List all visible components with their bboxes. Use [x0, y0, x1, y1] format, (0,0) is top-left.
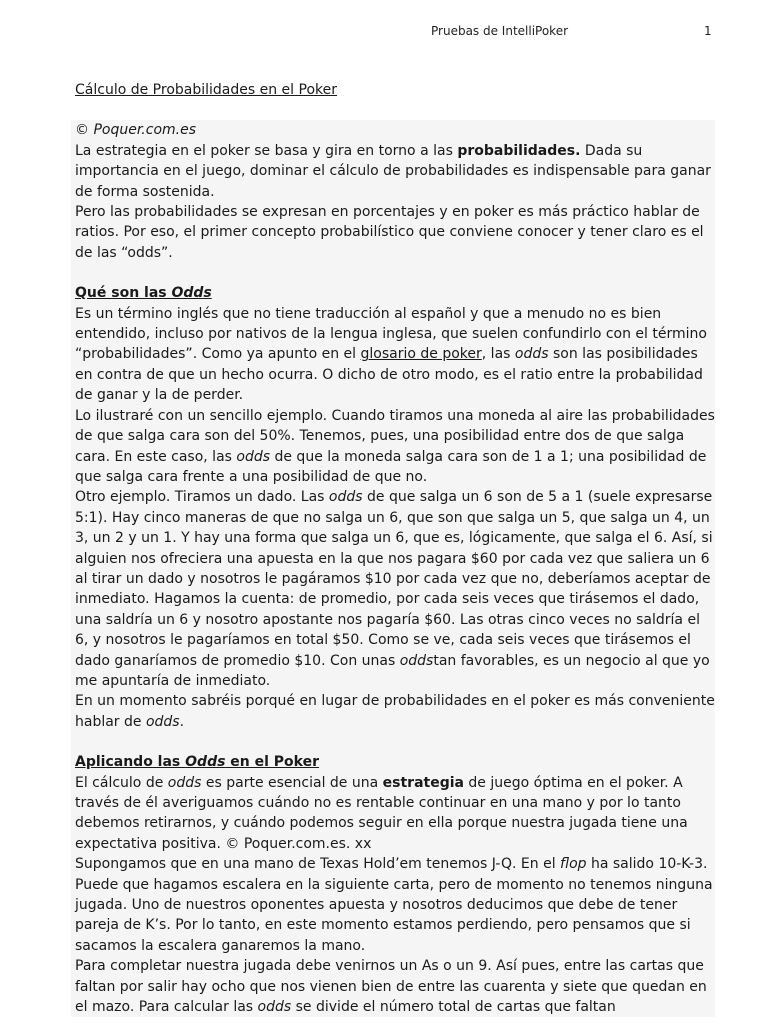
section1-paragraph-3 — [75, 487, 715, 691]
text-span: ha salido 10-K-3. Puede que hagamos escalera en la siguiente carta, pero de momento no tenemos ninguna jugada. Uno de nuestros oponentes apuesta y nosotros deducimos que debe de tener pareja de K’s. Por lo tanto, en este momento estamos perdiendo, pero pensamos que si sacamos la escalera ganaremos la mano. — [75, 856, 713, 954]
intro-paragraph-1 — [75, 141, 715, 202]
heading-text: Qué son las — [75, 285, 172, 302]
page-number: 1 — [704, 24, 712, 38]
header-title: Pruebas de IntelliPoker — [431, 24, 569, 38]
text-span: Dada su importancia en el juego, dominar el cálculo de probabilidades es indispensable para ganar de forma sostenida. — [75, 142, 711, 200]
text-span: Supongamos que en una mano de Texas Hold’em tenemos J-Q. En el — [75, 856, 561, 873]
heading-em: Odds — [185, 754, 226, 771]
copyright-text: © Poquer.com.es — [75, 122, 197, 139]
copyright-line — [75, 120, 715, 140]
text-span: se divide el número total de cartas que faltan — [291, 999, 616, 1016]
em-term: odds — [236, 448, 271, 465]
text-span: , las — [481, 346, 515, 363]
text-span: tan favorables, es un negocio al que yo me apuntaría de inmediato. — [75, 652, 710, 689]
section1-paragraph-4 — [75, 691, 715, 732]
section2-paragraph-1 — [75, 773, 715, 855]
text-span: Es un término inglés que no tiene traducción al español y que a menudo no es bien entendido, incluso por nativos de la lengua inglesa, que suelen confundirlo con el término “probabilidades”. Como ya apunto en el — [75, 305, 707, 363]
section1-paragraph-1 — [75, 304, 715, 406]
section-heading-applying — [75, 752, 715, 772]
text-span: Para completar nuestra jugada debe venirnos un As o un 9. Así pues, entre las cartas que faltan por salir hay ocho que nos vienen bien de entre las cuarenta y siete que quedan en el mazo. Para calcular las — [75, 958, 707, 1016]
heading-text: Aplicando las — [75, 754, 186, 771]
em-term: odds — [399, 652, 434, 669]
text-span: Otro ejemplo. Tiramos un dado. Las — [75, 489, 329, 506]
heading-text: en el Poker — [225, 754, 320, 771]
text-span: de que la moneda salga cara son de 1 a 1; una posibilidad de que salga cara frente a una posibilidad de que no. — [75, 448, 707, 485]
em-term: odds — [167, 774, 202, 791]
em-term: odds — [328, 489, 363, 506]
section1-paragraph-2 — [75, 406, 715, 488]
intro-paragraph-2: Pero las probabilidades se expresan en porcentajes y en poker es más práctico hablar de ratios. Por eso, el primer concepto probabilístico que conviene conocer y tener claro es el de las “odds”. — [75, 204, 704, 261]
text-span: El cálculo de — [75, 774, 168, 791]
section2-paragraph-3 — [75, 956, 715, 1017]
section2-paragraph-2 — [75, 854, 715, 956]
page-header — [0, 24, 768, 42]
bold-term: probabilidades. — [457, 142, 581, 159]
text-span: . — [179, 713, 185, 730]
text-span: de que salga un 6 son de 5 a 1 (suele expresarse 5:1). Hay cinco maneras de que no salga un 6, que son que salga un 5, que salga un 4, un 3, un 2 y un 1. Y hay una forma que salga un 6, que es, lógicamente, que salga el 6. Así, si alguien nos ofreciera una apuesta en la que nos pagara $60 por cada vez que saliera un 6 al tirar un dado y nosotros le pagáramos $10 por cada vez que no, deberíamos aceptar de inmediato. Hagamos la cuenta: de promedio, por cada seis veces que tirásemos el dado, una saldría un 6 y nosotro apostante nos pagaría $60. Las otras cinco veces no saldría el 6, y nosotros le pagaríamos en total $50. Como se ve, cada seis veces que tirásemos el dado ganaríamos de promedio $10. Con unas — [75, 489, 713, 669]
section-heading-odds — [75, 283, 715, 303]
text-span: es parte esencial de una — [201, 774, 383, 791]
em-term: odds — [145, 713, 180, 730]
text-span: son las posibilidades en contra de que un hecho ocurra. O dicho de otro modo, es el ratio entre la probabilidad de ganar y la de perder. — [75, 346, 703, 404]
em-term: odds — [514, 346, 549, 363]
em-term: odds — [257, 999, 292, 1016]
intro-section — [71, 120, 715, 1017]
bold-term: estrategia — [382, 774, 464, 791]
document-title: Cálculo de Probabilidades en el Poker — [75, 82, 337, 98]
text-span: de juego óptima en el poker. A través de él averiguamos cuándo no es rentable continuar en una mano y por lo tanto debemos retirarnos, y cuándo podemos seguir en ella porque nuestra jugada tiene una expectativa positiva. © Poquer.com.es. xx — [75, 774, 688, 852]
text-span: En un momento sabréis porqué en lugar de probabilidades en el poker es más conveniente hablar de — [75, 693, 715, 730]
glossary-link[interactable]: glosario de poker — [360, 346, 482, 363]
document-body — [75, 80, 715, 1017]
text-span: Lo ilustraré con un sencillo ejemplo. Cuando tiramos una moneda al aire las probabilidades de que salga cara son del 50%. Tenemos, pues, una posibilidad entre dos de que salga cara. En este caso, las — [75, 407, 715, 465]
heading-em: Odds — [171, 285, 212, 302]
text-span: La estrategia en el poker se basa y gira en torno a las — [75, 142, 458, 159]
em-term: flop — [560, 856, 587, 873]
